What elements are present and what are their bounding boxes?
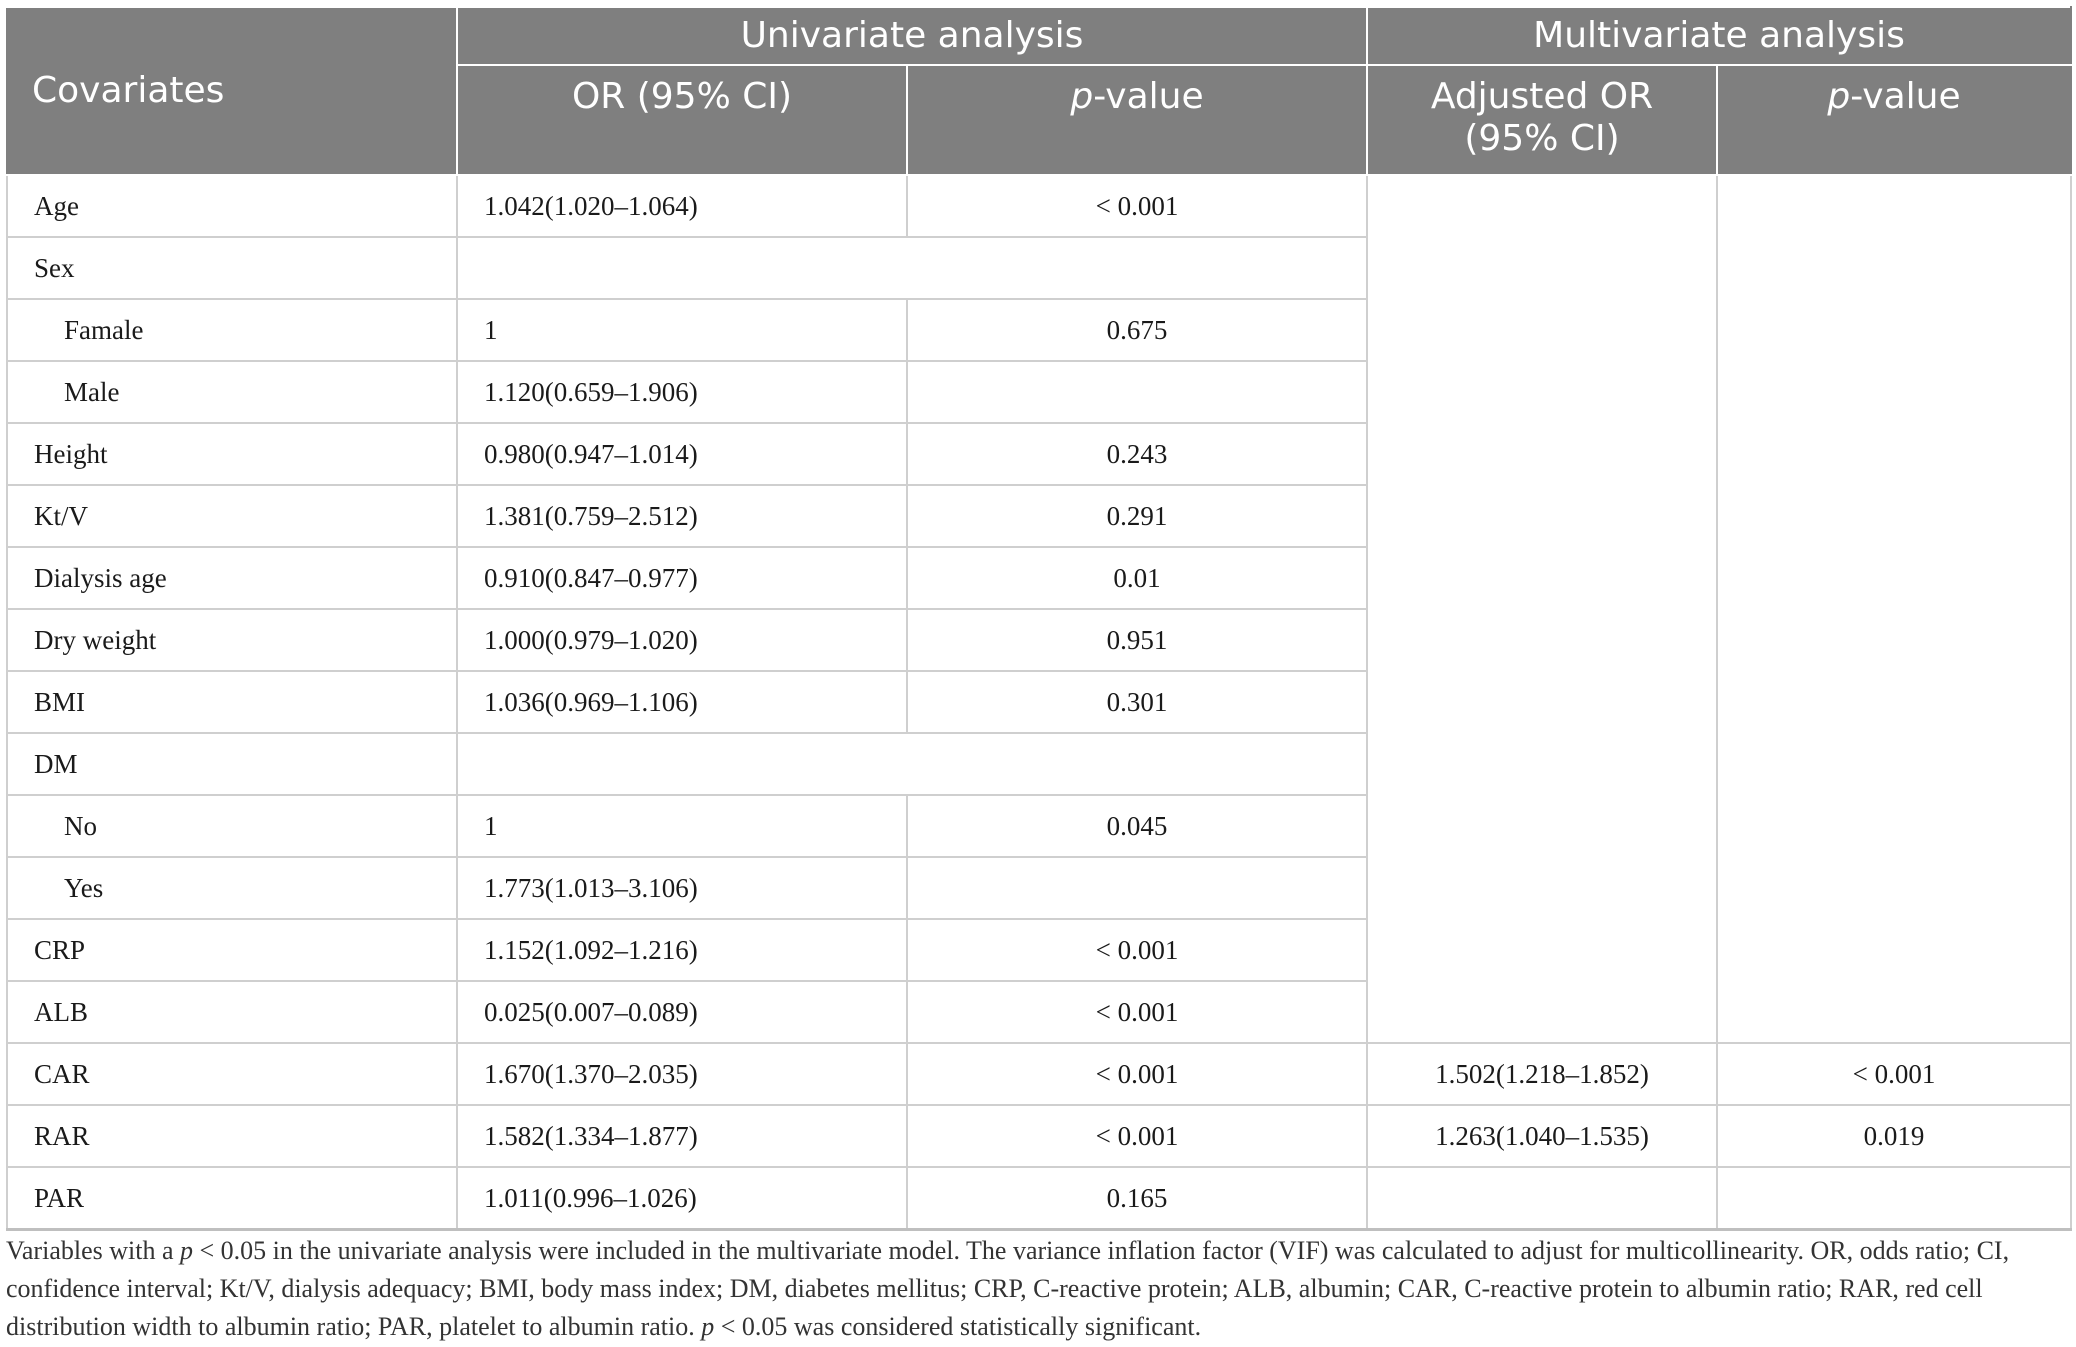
header-adjusted-p-value: p-value <box>1717 65 2071 175</box>
covariate-label: Height <box>7 423 457 485</box>
regression-table <box>6 6 2072 1231</box>
p-value-cell: < 0.001 <box>907 981 1367 1043</box>
adjusted-p-empty-cell <box>1717 1167 2071 1230</box>
adjusted-p-value-cell: < 0.001 <box>1717 1043 2071 1105</box>
p-value-cell <box>907 361 1367 423</box>
adjusted-or-empty-cell <box>1367 175 1717 1043</box>
or-ci-cell: 1 <box>457 795 907 857</box>
p-value-cell: 0.243 <box>907 423 1367 485</box>
covariate-label: PAR <box>7 1167 457 1230</box>
or-ci-cell: 1.000(0.979–1.020) <box>457 609 907 671</box>
covariate-label: Kt/V <box>7 485 457 547</box>
p-value-cell: 0.301 <box>907 671 1367 733</box>
table-row <box>7 1167 2071 1230</box>
adjusted-or-cell: 1.263(1.040–1.535) <box>1367 1105 1717 1167</box>
adjusted-or-empty-cell <box>1367 1167 1717 1230</box>
covariate-label: DM <box>7 733 457 795</box>
or-ci-cell: 1.381(0.759–2.512) <box>457 485 907 547</box>
p-value-cell: < 0.001 <box>907 1043 1367 1105</box>
header-adjusted-or: Adjusted OR (95% CI) <box>1367 65 1717 175</box>
covariate-label: ALB <box>7 981 457 1043</box>
p-value-cell <box>907 857 1367 919</box>
covariate-sublabel: Famale <box>7 299 457 361</box>
header-p-value: p-value <box>907 65 1367 175</box>
p-value-cell: < 0.001 <box>907 175 1367 237</box>
empty-cell <box>457 237 1367 299</box>
covariate-sublabel: No <box>7 795 457 857</box>
results-table-container <box>6 6 2070 1231</box>
table-row <box>7 1105 2071 1167</box>
adjusted-or-cell: 1.502(1.218–1.852) <box>1367 1043 1717 1105</box>
or-ci-cell: 1 <box>457 299 907 361</box>
header-univariate: Univariate analysis <box>457 7 1367 65</box>
table-row <box>7 175 2071 237</box>
table-row <box>7 1043 2071 1105</box>
p-value-cell: 0.01 <box>907 547 1367 609</box>
or-ci-cell: 1.036(0.969–1.106) <box>457 671 907 733</box>
header-or-ci: OR (95% CI) <box>457 65 907 175</box>
covariate-label: BMI <box>7 671 457 733</box>
covariate-sublabel: Yes <box>7 857 457 919</box>
p-value-cell: 0.951 <box>907 609 1367 671</box>
covariate-label: RAR <box>7 1105 457 1167</box>
covariate-label: CAR <box>7 1043 457 1105</box>
p-value-cell: 0.165 <box>907 1167 1367 1230</box>
p-value-cell: < 0.001 <box>907 1105 1367 1167</box>
or-ci-cell: 0.025(0.007–0.089) <box>457 981 907 1043</box>
p-value-cell: 0.291 <box>907 485 1367 547</box>
covariate-label: Age <box>7 175 457 237</box>
covariate-label: Sex <box>7 237 457 299</box>
p-value-cell: < 0.001 <box>907 919 1367 981</box>
or-ci-cell: 1.670(1.370–2.035) <box>457 1043 907 1105</box>
or-ci-cell: 1.582(1.334–1.877) <box>457 1105 907 1167</box>
or-ci-cell: 1.773(1.013–3.106) <box>457 857 907 919</box>
covariate-label: Dialysis age <box>7 547 457 609</box>
or-ci-cell: 0.910(0.847–0.977) <box>457 547 907 609</box>
or-ci-cell: 1.042(1.020–1.064) <box>457 175 907 237</box>
p-value-cell: 0.045 <box>907 795 1367 857</box>
covariate-sublabel: Male <box>7 361 457 423</box>
covariate-label: CRP <box>7 919 457 981</box>
empty-cell <box>457 733 1367 795</box>
adjusted-p-empty-cell <box>1717 175 2071 1043</box>
or-ci-cell: 0.980(0.947–1.014) <box>457 423 907 485</box>
header-multivariate: Multivariate analysis <box>1367 7 2071 65</box>
table-footnote: Variables with a p < 0.05 in the univariate analysis were included in the multivariate model. The variance inflation factor (VIF) was calculated to adjust for multicollinearity. OR, odds ratio; CI, confidence interval; Kt/V, dialysis adequacy; BMI, body mass index; DM, diabetes mellitus; CRP, C-reactive protein; ALB, albumin; CAR, C-reactive protein to albumin ratio; RAR, red cell distribution width to albumin ratio; PAR, platelet to albumin ratio. p < 0.05 was considered statistically significant. <box>6 1236 2010 1341</box>
adjusted-p-value-cell: 0.019 <box>1717 1105 2071 1167</box>
p-value-cell: 0.675 <box>907 299 1367 361</box>
or-ci-cell: 1.120(0.659–1.906) <box>457 361 907 423</box>
header-covariates: Covariates <box>7 7 457 175</box>
or-ci-cell: 1.152(1.092–1.216) <box>457 919 907 981</box>
covariate-label: Dry weight <box>7 609 457 671</box>
or-ci-cell: 1.011(0.996–1.026) <box>457 1167 907 1230</box>
